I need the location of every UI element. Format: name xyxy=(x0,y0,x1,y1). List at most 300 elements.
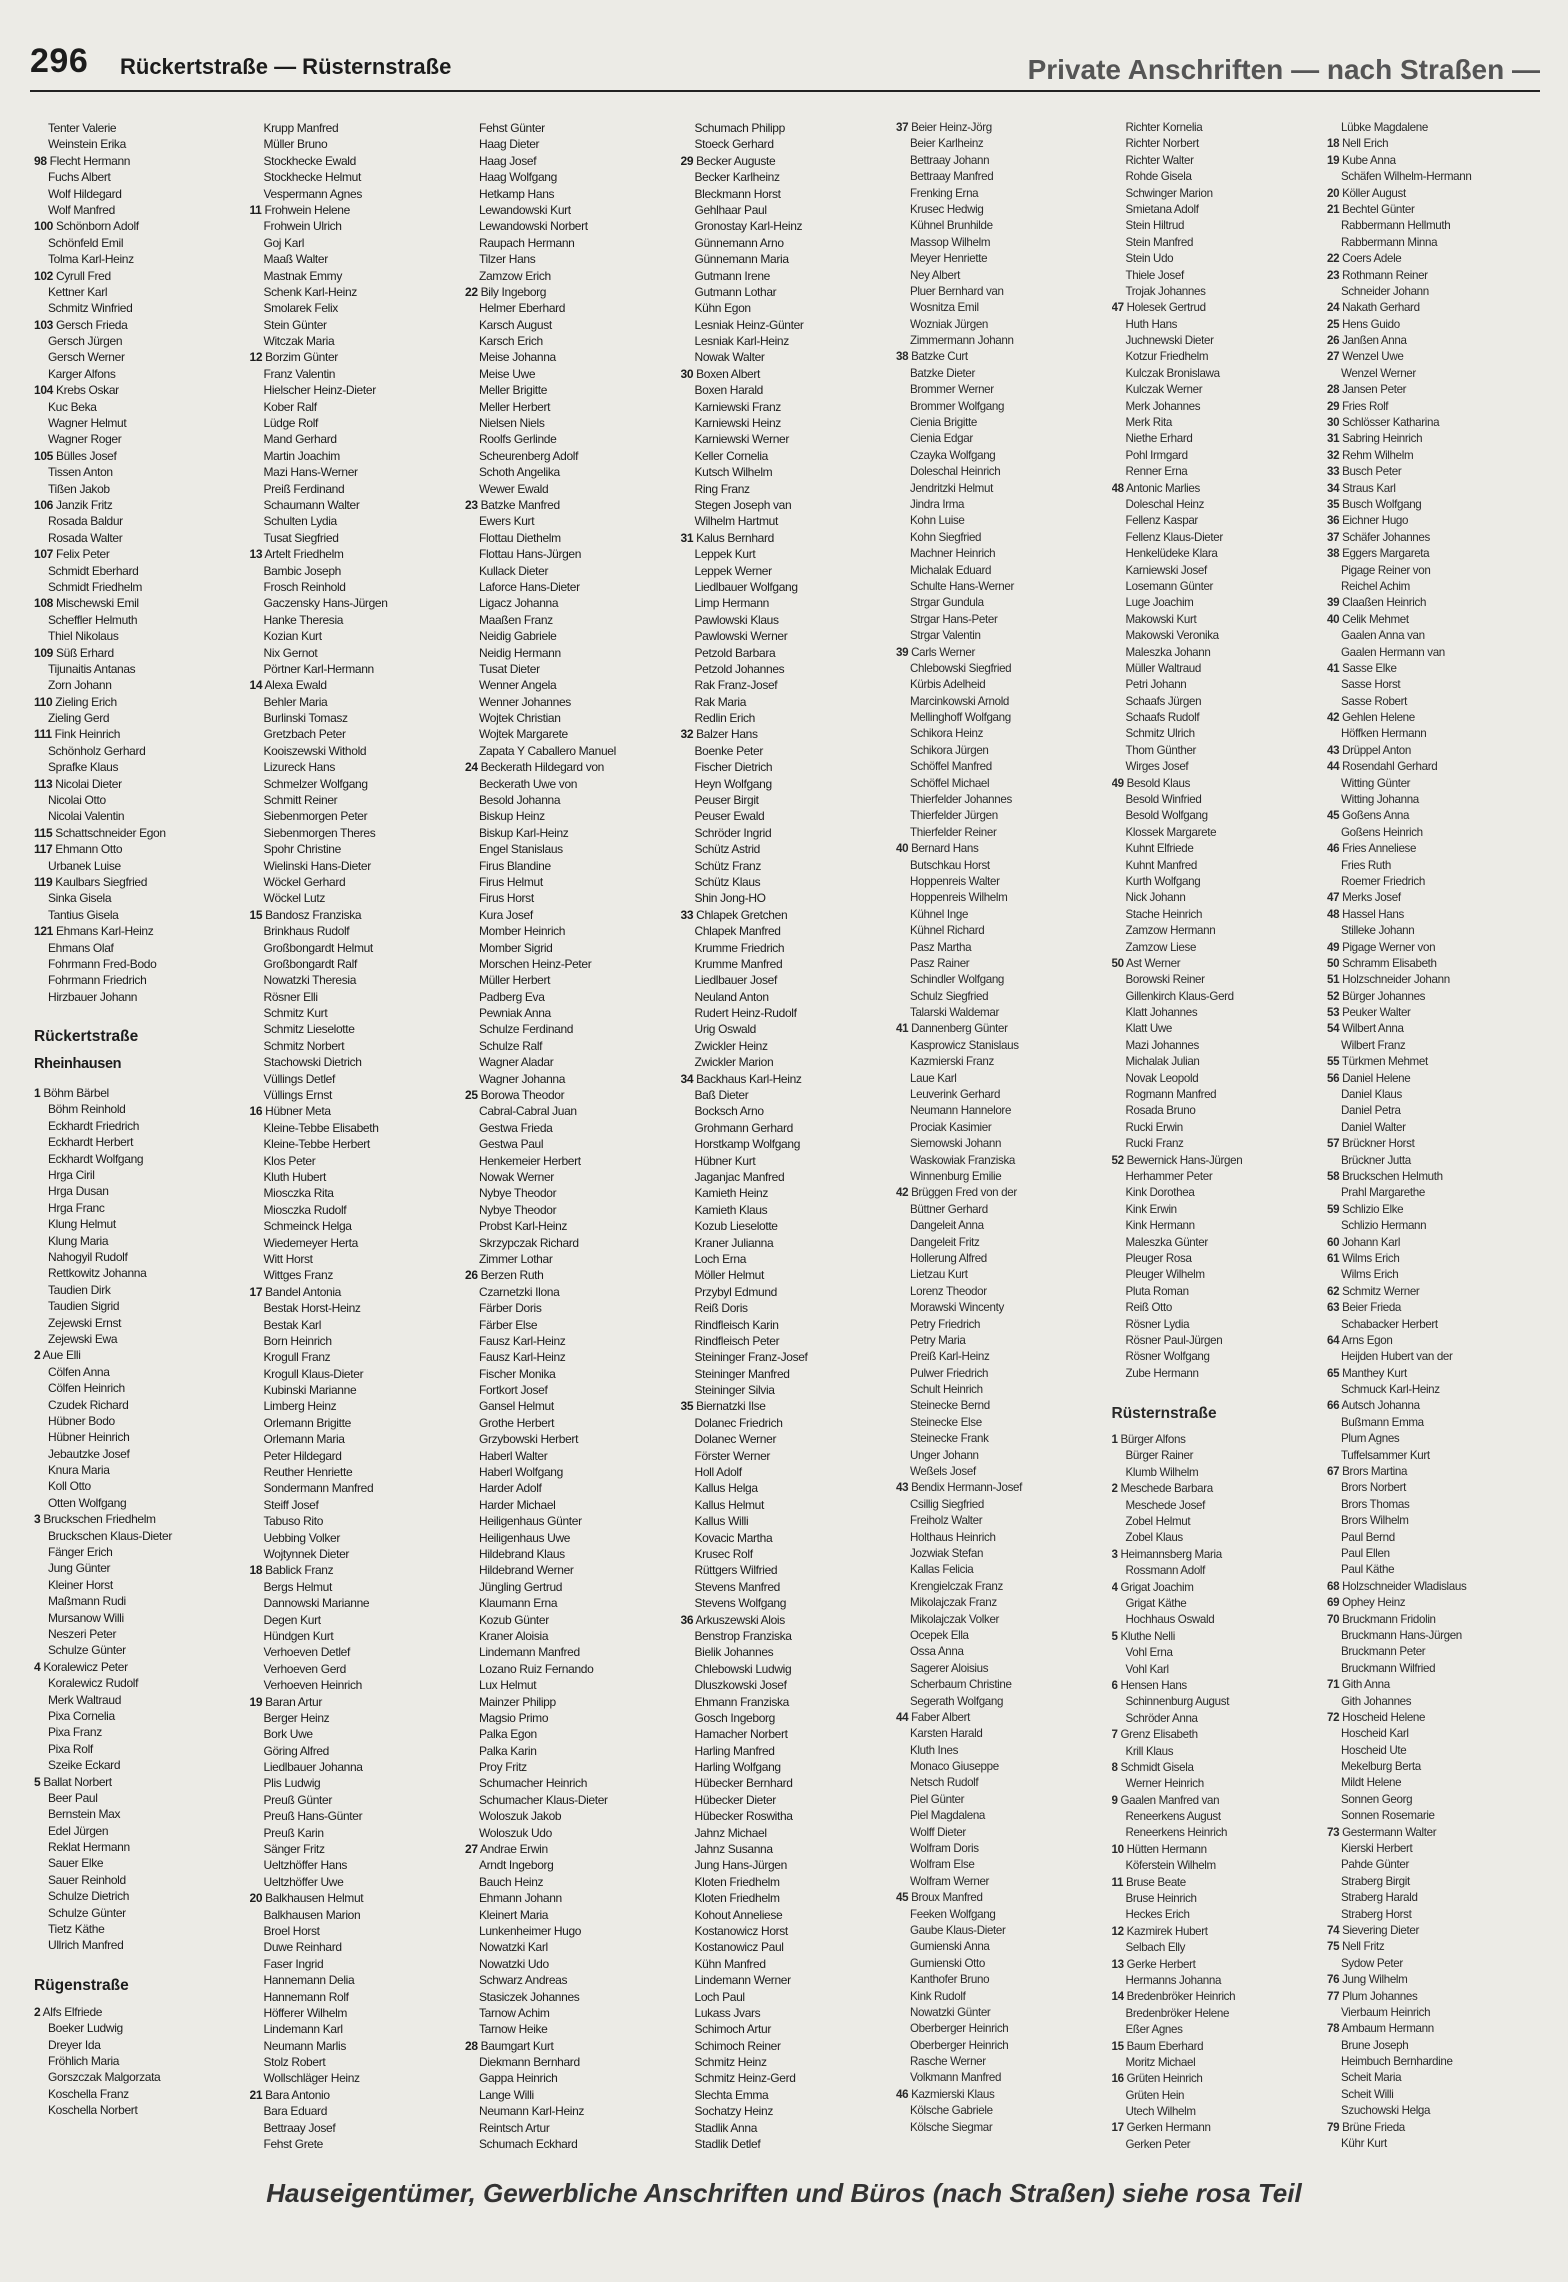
resident-name: Stoeck Gerhard xyxy=(694,137,774,152)
footer-note: Hauseigentümer, Gewerbliche Anschriften und Büros (nach Straßen) siehe rosa Teil xyxy=(266,2178,1302,2208)
resident-name: Haag Josef xyxy=(479,153,537,168)
resident-entry xyxy=(896,1546,1112,1562)
resident-entry xyxy=(1327,1448,1543,1464)
resident-name: Stockhecke Ewald xyxy=(263,153,356,168)
resident-name: Koralewicz Peter xyxy=(43,1659,128,1674)
resident-name: Schaumann Walter xyxy=(263,497,360,512)
house-number: 28 xyxy=(465,2038,478,2053)
resident-entry xyxy=(1112,956,1328,972)
house-number: 35 xyxy=(1327,497,1340,511)
resident-entry xyxy=(1112,1858,1328,1874)
resident-name: Karniewski Werner xyxy=(694,432,790,447)
resident-name: Nicolai Valentin xyxy=(48,809,125,824)
resident-entry xyxy=(34,2069,250,2085)
resident-name: Boxen Harald xyxy=(694,383,764,398)
resident-name: Bara Antonio xyxy=(265,2087,330,2102)
resident-entry xyxy=(465,202,681,218)
resident-entry xyxy=(34,120,250,136)
resident-entry xyxy=(681,1644,897,1660)
resident-entry xyxy=(250,579,466,595)
resident-name: Grigat Joachim xyxy=(1120,1580,1194,1594)
resident-name: Lukass Jvars xyxy=(694,2005,761,2020)
resident-name: Brüne Frieda xyxy=(1342,2120,1405,2134)
resident-entry xyxy=(465,1661,681,1677)
resident-entry xyxy=(1112,579,1328,595)
resident-entry xyxy=(1327,710,1543,726)
resident-entry xyxy=(681,317,897,333)
resident-name: Siemowski Johann xyxy=(910,1137,1002,1151)
resident-name: Zieling Erich xyxy=(55,694,117,709)
resident-entry xyxy=(1327,743,1543,759)
resident-entry xyxy=(250,1497,466,1513)
resident-entry xyxy=(465,1694,681,1710)
resident-name: Pulwer Friedrich xyxy=(910,1366,989,1380)
resident-name: Hamacher Norbert xyxy=(694,1727,788,1742)
resident-name: Bruckmann Peter xyxy=(1341,1645,1426,1659)
resident-name: Stasiczek Johannes xyxy=(479,1989,580,2004)
resident-name: Wojtek Margarete xyxy=(479,727,568,742)
resident-entry xyxy=(1112,1021,1328,1037)
resident-entry xyxy=(1327,415,1543,431)
resident-entry xyxy=(1327,2054,1543,2070)
resident-name: Neumann Marlis xyxy=(263,2038,346,2053)
resident-name: Sievering Dieter xyxy=(1342,1923,1419,1937)
resident-entry xyxy=(250,792,466,808)
resident-entry xyxy=(465,1071,681,1087)
resident-name: Schmelzer Wolfgang xyxy=(263,776,368,791)
resident-name: Strgar Hans-Peter xyxy=(910,612,998,626)
resident-name: Bruse Beate xyxy=(1125,1875,1186,1889)
resident-entry xyxy=(1112,1973,1328,1989)
house-number: 47 xyxy=(1111,301,1124,315)
resident-name: Gansel Helmut xyxy=(479,1399,554,1414)
resident-entry xyxy=(250,858,466,874)
resident-entry xyxy=(465,1808,681,1824)
resident-name: Gronostay Karl-Heinz xyxy=(694,219,803,234)
column-5 xyxy=(896,120,1112,2150)
resident-entry xyxy=(1112,1448,1328,1464)
resident-entry xyxy=(896,349,1112,365)
resident-name: Rossmann Adolf xyxy=(1125,1564,1206,1578)
resident-entry xyxy=(34,366,250,382)
house-number: 14 xyxy=(249,678,263,693)
resident-name: Rosada Bruno xyxy=(1125,1104,1196,1118)
resident-name: Nick Johann xyxy=(1125,891,1186,905)
house-number: 4 xyxy=(34,1659,41,1674)
resident-entry xyxy=(34,956,250,972)
resident-entry xyxy=(250,1890,466,1906)
resident-name: Strgar Gundula xyxy=(910,596,984,610)
resident-name: Loch Paul xyxy=(694,1989,745,2004)
resident-name: Scherbaum Christine xyxy=(910,1678,1012,1692)
resident-name: Scheit Maria xyxy=(1341,2071,1402,2085)
resident-entry xyxy=(1327,694,1543,710)
resident-name: Leppek Werner xyxy=(694,563,772,578)
resident-entry xyxy=(250,153,466,169)
resident-name: Hirzbauer Johann xyxy=(48,989,138,1004)
resident-entry xyxy=(250,989,466,1005)
resident-entry xyxy=(896,2005,1112,2021)
resident-name: Brors Thomas xyxy=(1341,1497,1410,1511)
resident-name: Raupach Hermann xyxy=(479,235,575,250)
resident-name: Strgar Valentin xyxy=(910,629,981,643)
resident-entry xyxy=(250,251,466,267)
resident-entry xyxy=(896,235,1112,251)
resident-name: Burlinski Tomasz xyxy=(263,711,348,726)
resident-name: Bauch Heinz xyxy=(479,1874,544,1889)
resident-entry xyxy=(896,1169,1112,1185)
resident-name: Bara Eduard xyxy=(263,2104,328,2119)
resident-name: Sasse Robert xyxy=(1341,694,1408,708)
resident-entry xyxy=(250,1153,466,1169)
resident-name: Beer Paul xyxy=(48,1790,98,1805)
resident-name: Gappa Heinrich xyxy=(479,2071,558,2086)
resident-entry xyxy=(250,923,466,939)
resident-entry xyxy=(1327,726,1543,742)
resident-name: Dreyer Ida xyxy=(48,2037,101,2052)
resident-name: Lizureck Hans xyxy=(263,760,335,775)
house-number: 23 xyxy=(465,497,478,512)
resident-entry xyxy=(681,202,897,218)
resident-name: Lewandowski Norbert xyxy=(479,219,588,234)
resident-entry xyxy=(34,513,250,529)
resident-entry xyxy=(34,743,250,759)
resident-name: Vierbaum Heinrich xyxy=(1341,2005,1431,2019)
resident-entry xyxy=(250,1808,466,1824)
resident-entry xyxy=(896,2021,1112,2037)
resident-name: Ballat Norbert xyxy=(43,1774,112,1789)
resident-entry xyxy=(681,1694,897,1710)
resident-entry xyxy=(1327,1284,1543,1300)
resident-name: Daniel Klaus xyxy=(1341,1088,1402,1102)
resident-entry xyxy=(1112,874,1328,890)
resident-entry xyxy=(896,1021,1112,1037)
resident-name: Schmeinck Helga xyxy=(263,1219,352,1234)
resident-name: Chlapek Gretchen xyxy=(696,907,788,922)
resident-name: Besold Johanna xyxy=(479,793,561,808)
resident-entry xyxy=(1327,759,1543,775)
resident-entry xyxy=(896,1775,1112,1791)
house-number: 26 xyxy=(465,1268,478,1283)
resident-entry xyxy=(681,661,897,677)
resident-name: Firus Blandine xyxy=(479,858,551,873)
house-number: 43 xyxy=(1327,743,1340,757)
resident-entry xyxy=(681,1628,897,1644)
resident-entry xyxy=(896,726,1112,742)
resident-name: Proy Fritz xyxy=(479,1760,527,1775)
resident-entry xyxy=(250,1398,466,1414)
resident-name: Thom Günther xyxy=(1125,743,1197,757)
resident-name: Schimoch Artur xyxy=(694,2022,771,2037)
resident-entry xyxy=(1112,972,1328,988)
resident-entry xyxy=(896,1235,1112,1251)
resident-entry xyxy=(1112,677,1328,693)
resident-entry xyxy=(465,645,681,661)
resident-entry xyxy=(681,1448,897,1464)
resident-entry xyxy=(250,1595,466,1611)
resident-entry xyxy=(681,956,897,972)
resident-entry xyxy=(34,1855,250,1871)
resident-name: Karniewski Franz xyxy=(694,399,781,414)
resident-name: Heimbuch Bernhardine xyxy=(1341,2055,1453,2069)
resident-name: Nowatzki Theresia xyxy=(263,973,357,988)
resident-entry xyxy=(681,972,897,988)
resident-name: Maleszka Günter xyxy=(1125,1235,1208,1249)
resident-name: Krogull Franz xyxy=(263,1350,331,1365)
resident-name: Lietzau Kurt xyxy=(910,1268,968,1282)
resident-entry xyxy=(681,382,897,398)
resident-name: Michalak Eduard xyxy=(910,563,992,577)
resident-name: Ast Werner xyxy=(1125,956,1181,970)
page-number: 296 xyxy=(30,42,89,80)
resident-name: Holthaus Heinrich xyxy=(910,1530,996,1544)
resident-name: Coers Adele xyxy=(1342,252,1402,266)
resident-name: Schulze Günter xyxy=(48,1905,126,1920)
resident-entry xyxy=(34,563,250,579)
resident-entry xyxy=(34,940,250,956)
resident-name: Tusat Siegfried xyxy=(263,530,339,545)
resident-name: Backhaus Karl-Heinz xyxy=(696,1071,802,1086)
resident-entry xyxy=(250,563,466,579)
resident-name: Palka Karin xyxy=(479,1743,537,1758)
resident-entry xyxy=(681,1185,897,1201)
house-number: 49 xyxy=(1111,776,1124,790)
resident-entry xyxy=(1327,218,1543,234)
resident-name: Förster Werner xyxy=(694,1448,771,1463)
resident-name: Engel Stanislaus xyxy=(479,842,563,857)
resident-entry xyxy=(1112,726,1328,742)
resident-name: Peuker Walter xyxy=(1342,1006,1411,1020)
resident-entry xyxy=(250,1939,466,1955)
resident-name: Broux Manfred xyxy=(911,1891,983,1905)
resident-entry xyxy=(681,1759,897,1775)
resident-name: Piel Magdalena xyxy=(910,1809,986,1823)
resident-name: Makowski Veronika xyxy=(1125,629,1219,643)
resident-name: Holzschneider Johann xyxy=(1342,973,1450,987)
resident-entry xyxy=(250,677,466,693)
resident-name: Koll Otto xyxy=(48,1479,91,1494)
resident-name: Winnenburg Emilie xyxy=(910,1170,1002,1183)
resident-entry xyxy=(681,1087,897,1103)
resident-name: Fänger Erich xyxy=(48,1545,113,1560)
resident-entry xyxy=(681,1218,897,1234)
house-number: 50 xyxy=(1111,956,1124,970)
resident-name: Kalus Bernhard xyxy=(696,530,774,545)
resident-entry xyxy=(465,1939,681,1955)
resident-entry xyxy=(681,1235,897,1251)
resident-entry xyxy=(1112,1284,1328,1300)
resident-name: Probst Karl-Heinz xyxy=(479,1219,568,1234)
resident-entry xyxy=(1112,1169,1328,1185)
resident-entry xyxy=(1112,513,1328,529)
resident-name: Niethe Erhard xyxy=(1125,432,1193,446)
resident-name: Süß Erhard xyxy=(55,645,114,660)
resident-name: Zimmermann Johann xyxy=(910,334,1014,348)
resident-name: Holl Adolf xyxy=(694,1465,742,1480)
resident-name: Grzybowski Herbert xyxy=(479,1432,579,1447)
resident-entry xyxy=(1112,1989,1328,2005)
house-number: 24 xyxy=(1327,301,1340,315)
resident-entry xyxy=(34,1823,250,1839)
resident-entry xyxy=(1327,448,1543,464)
resident-name: Kullack Dieter xyxy=(479,563,549,578)
resident-entry xyxy=(681,1366,897,1382)
resident-name: Schaafs Jürgen xyxy=(1125,694,1202,708)
resident-entry xyxy=(896,382,1112,398)
resident-name: Cabral-Cabral Juan xyxy=(479,1104,577,1119)
house-number: 4 xyxy=(1111,1580,1118,1594)
resident-entry xyxy=(681,1333,897,1349)
resident-name: Kühnel Brunhilde xyxy=(910,219,993,233)
resident-entry xyxy=(896,169,1112,185)
resident-entry xyxy=(1327,464,1543,480)
resident-entry xyxy=(34,2020,250,2036)
resident-entry xyxy=(896,1185,1112,1201)
resident-entry xyxy=(1112,940,1328,956)
resident-name: Celik Mehmet xyxy=(1342,612,1409,626)
resident-entry xyxy=(1112,1087,1328,1103)
resident-name: Waskowiak Franziska xyxy=(910,1153,1016,1167)
resident-name: Sauer Elke xyxy=(48,1856,104,1871)
resident-name: Kulczak Bronislawa xyxy=(1125,366,1220,380)
resident-name: Kink Rudolf xyxy=(910,1989,966,2003)
resident-entry xyxy=(681,1923,897,1939)
resident-entry xyxy=(34,1101,250,1117)
resident-name: Stachowski Dietrich xyxy=(263,1055,362,1070)
resident-entry xyxy=(465,415,681,431)
resident-name: Sondermann Manfred xyxy=(263,1481,374,1496)
resident-name: Tarnow Heike xyxy=(479,2022,548,2037)
resident-entry xyxy=(34,595,250,611)
resident-entry xyxy=(1327,1497,1543,1513)
resident-name: Borowski Reiner xyxy=(1125,973,1205,987)
resident-name: Wojtek Christian xyxy=(479,711,561,726)
resident-name: Flecht Hermann xyxy=(49,153,131,168)
resident-name: Chlebowski Ludwig xyxy=(694,1661,792,1676)
house-number: 30 xyxy=(680,366,694,381)
resident-name: Schneider Johann xyxy=(1341,284,1429,298)
house-number: 23 xyxy=(1327,268,1340,282)
resident-entry xyxy=(250,1841,466,1857)
resident-entry xyxy=(34,1560,250,1576)
resident-name: Zieling Gerd xyxy=(48,711,110,726)
resident-entry xyxy=(465,923,681,939)
resident-entry xyxy=(250,956,466,972)
resident-entry xyxy=(1327,497,1543,513)
street-heading: Rügenstraße xyxy=(34,1976,129,1994)
resident-entry xyxy=(34,1708,250,1724)
resident-entry xyxy=(896,1562,1112,1578)
resident-entry xyxy=(681,1300,897,1316)
resident-entry xyxy=(681,2005,897,2021)
resident-name: Rosendahl Gerhard xyxy=(1342,760,1438,774)
resident-name: Antonic Marlies xyxy=(1125,481,1200,495)
resident-entry xyxy=(34,1593,250,1609)
resident-name: Verhoeven Heinrich xyxy=(263,1678,362,1693)
resident-entry xyxy=(1112,399,1328,415)
resident-entry xyxy=(465,677,681,693)
resident-entry xyxy=(896,1792,1112,1808)
resident-name: Hübner Heinrich xyxy=(48,1430,130,1445)
resident-entry xyxy=(250,1317,466,1333)
resident-entry xyxy=(896,1497,1112,1513)
resident-entry xyxy=(681,677,897,693)
resident-name: Borzim Günter xyxy=(265,350,338,365)
resident-entry xyxy=(1327,1398,1543,1414)
resident-name: Kulczak Werner xyxy=(1125,383,1203,397)
resident-entry xyxy=(465,1989,681,2005)
resident-name: Schmitz Heinz-Gerd xyxy=(694,2071,796,2086)
resident-entry xyxy=(1327,349,1543,365)
resident-entry xyxy=(1112,1038,1328,1054)
resident-name: Leppek Kurt xyxy=(694,547,756,562)
resident-name: Tißen Jakob xyxy=(48,481,110,496)
resident-name: Schröder Anna xyxy=(1125,1711,1198,1725)
house-number: 18 xyxy=(249,1563,263,1578)
resident-name: Rabbermann Minna xyxy=(1341,235,1438,249)
house-number: 51 xyxy=(1327,973,1340,987)
resident-entry xyxy=(34,1347,250,1363)
resident-name: Stolz Robert xyxy=(263,2055,326,2070)
resident-name: Hildebrand Klaus xyxy=(479,1546,565,1561)
resident-name: Stein Udo xyxy=(1125,252,1174,266)
resident-name: Hrga Ciril xyxy=(48,1168,95,1183)
resident-entry xyxy=(681,1153,897,1169)
resident-entry xyxy=(250,1136,466,1152)
resident-entry xyxy=(896,907,1112,923)
resident-name: Reichel Achim xyxy=(1341,579,1410,593)
resident-name: Rosada Walter xyxy=(48,530,123,545)
resident-name: Fellenz Klaus-Dieter xyxy=(1125,530,1223,544)
resident-entry xyxy=(34,1675,250,1691)
resident-entry xyxy=(34,1331,250,1347)
resident-entry xyxy=(1112,2039,1328,2055)
resident-entry xyxy=(250,1169,466,1185)
resident-entry xyxy=(1327,579,1543,595)
resident-name: Kasprowicz Stanislaus xyxy=(910,1038,1019,1052)
house-number: 37 xyxy=(896,121,909,134)
resident-name: Moritz Michael xyxy=(1125,2055,1196,2069)
resident-name: Höfferer Wilhelm xyxy=(263,2005,348,2020)
resident-name: Biskup Karl-Heinz xyxy=(479,825,569,840)
resident-name: Baum Eberhard xyxy=(1126,2039,1204,2053)
resident-name: Goßens Heinrich xyxy=(1341,825,1423,839)
resident-name: Merk Waltraud xyxy=(48,1692,122,1707)
resident-name: Heckes Erich xyxy=(1125,1908,1190,1922)
resident-name: Fausz Karl-Heinz xyxy=(479,1350,566,1365)
resident-name: Beckerath Uwe von xyxy=(479,776,578,791)
resident-name: Berzen Ruth xyxy=(480,1268,544,1283)
house-number: 14 xyxy=(1111,1990,1124,2004)
resident-name: Tenter Valerie xyxy=(48,121,117,135)
resident-name: Bredenbröker Helene xyxy=(1125,2006,1230,2020)
resident-name: Sagerer Aloisius xyxy=(910,1661,989,1675)
resident-name: Martin Joachim xyxy=(263,448,340,463)
resident-name: Gosch Ingeborg xyxy=(694,1710,775,1725)
resident-name: Urbanek Luise xyxy=(48,858,121,873)
resident-entry xyxy=(681,1841,897,1857)
resident-entry xyxy=(1327,546,1543,562)
resident-name: Flottau Diethelm xyxy=(479,530,561,545)
resident-entry xyxy=(896,513,1112,529)
resident-entry xyxy=(465,2005,681,2021)
resident-entry xyxy=(681,1726,897,1742)
resident-name: Neidig Hermann xyxy=(479,645,561,660)
resident-name: Witting Günter xyxy=(1341,776,1411,790)
resident-entry xyxy=(250,530,466,546)
resident-name: Bettraay Manfred xyxy=(910,170,994,184)
resident-entry xyxy=(465,1841,681,1857)
